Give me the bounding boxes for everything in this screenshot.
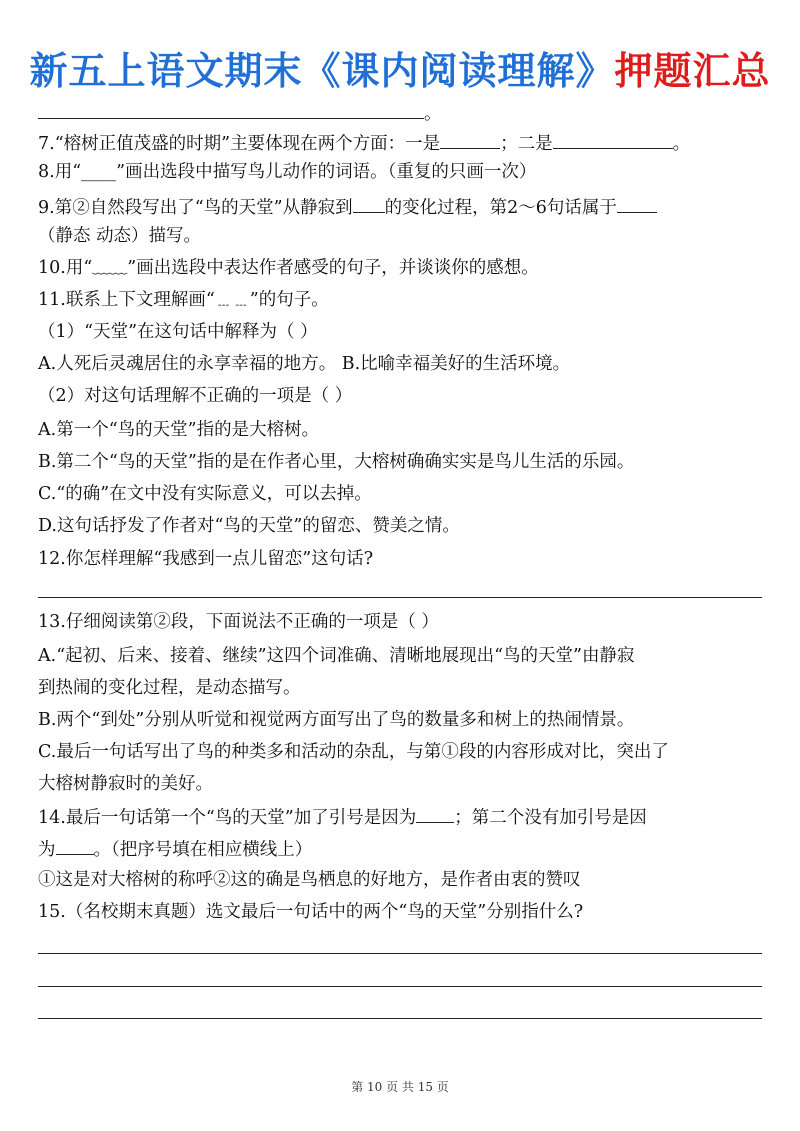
question-11-1: （1）“天堂”在这句话中解释为（ ） xyxy=(38,322,318,342)
answer-blank[interactable] xyxy=(440,130,500,149)
question-11: 11.联系上下文理解画“﹍﹍”的句子。 xyxy=(38,290,329,310)
question-9-cont: （静态 动态）描写。 xyxy=(38,226,202,246)
title-part-1: 新五上语文期末 xyxy=(29,49,303,93)
answer-rule-q15-2[interactable] xyxy=(38,986,762,987)
answer-blank[interactable] xyxy=(617,194,657,213)
question-14-options: ①这是对大榕树的称呼②这的确是鸟栖息的好地方，是作者由衷的赞叹 xyxy=(38,870,581,890)
option-a: A.第一个“鸟的天堂”指的是大榕树。 xyxy=(38,420,320,440)
answer-blank[interactable] xyxy=(56,836,94,855)
question-12: 12.你怎样理解“我感到一点儿留恋”这句话? xyxy=(38,549,374,569)
question-9: 9.第②自然段写出了“鸟的天堂”从静寂到 的变化过程，第2～6句话属于 xyxy=(38,194,762,220)
question-14: 14.最后一句话第一个“鸟的天堂”加了引号是因为 ；第二个没有加引号是因 xyxy=(38,804,762,830)
option-b: B.第二个“鸟的天堂”指的是在作者心里，大榕树确确实实是鸟儿生活的乐园。 xyxy=(38,452,635,472)
answer-rule-q15-1[interactable] xyxy=(38,953,762,954)
title-part-2: 《课内阅读理解》 xyxy=(302,49,615,93)
option-d: D.这句话抒发了作者对“鸟的天堂”的留恋、赞美之情。 xyxy=(38,516,460,536)
option-c-line-1: C.最后一句话写出了鸟的种类多和活动的杂乱，与第①段的内容形成对比，突出了 xyxy=(38,742,669,762)
page-number: 第 10 页 共 15 页 xyxy=(351,1080,449,1094)
option-a-line-2: 到热闹的变化过程，是动态描写。 xyxy=(38,678,301,698)
title-part-3: 押题汇总 xyxy=(614,49,771,93)
question-15: 15.（名校期末真题）选文最后一句话中的两个“鸟的天堂”分别指什么? xyxy=(38,902,584,922)
question-11-1-options: A.人死后灵魂居住的永享幸福的地方。 B.比喻幸福美好的生活环境。 xyxy=(38,354,571,374)
answer-line-q6: 。 xyxy=(38,100,762,126)
page-title xyxy=(0,40,800,95)
question-8: 8.用“____”画出选段中描写鸟儿动作的词语。（重复的只画一次） xyxy=(38,162,537,182)
question-7: 7.“榕树正值茂盛的时期”主要体现在两个方面：一是 ；二是 。 xyxy=(38,130,762,156)
question-14-cont: 为 。（把序号填在相应横线上） xyxy=(38,836,762,862)
answer-blank[interactable] xyxy=(38,100,424,119)
answer-rule-q12[interactable] xyxy=(38,597,762,598)
answer-blank[interactable] xyxy=(553,130,673,149)
option-c: C.“的确”在文中没有实际意义，可以去掉。 xyxy=(38,484,372,504)
option-a-line-1: A.“起初、后来、接着、继续”这四个词准确、清晰地展现出“鸟的天堂”由静寂 xyxy=(38,646,635,666)
question-11-2: （2）对这句话理解不正确的一项是（ ） xyxy=(38,386,353,406)
answer-rule-q15-3[interactable] xyxy=(38,1018,762,1019)
question-13: 13.仔细阅读第②段，下面说法不正确的一项是（ ） xyxy=(38,612,439,632)
answer-blank[interactable] xyxy=(353,194,385,213)
question-10: 10.用“﹏﹏”画出选段中表达作者感受的句子，并谈谈你的感想。 xyxy=(38,258,539,278)
option-c-line-2: 大榕树静寂时的美好。 xyxy=(38,774,213,794)
option-b: B.两个“到处”分别从听觉和视觉两方面写出了鸟的数量多和树上的热闹情景。 xyxy=(38,710,635,730)
answer-blank[interactable] xyxy=(416,804,454,823)
